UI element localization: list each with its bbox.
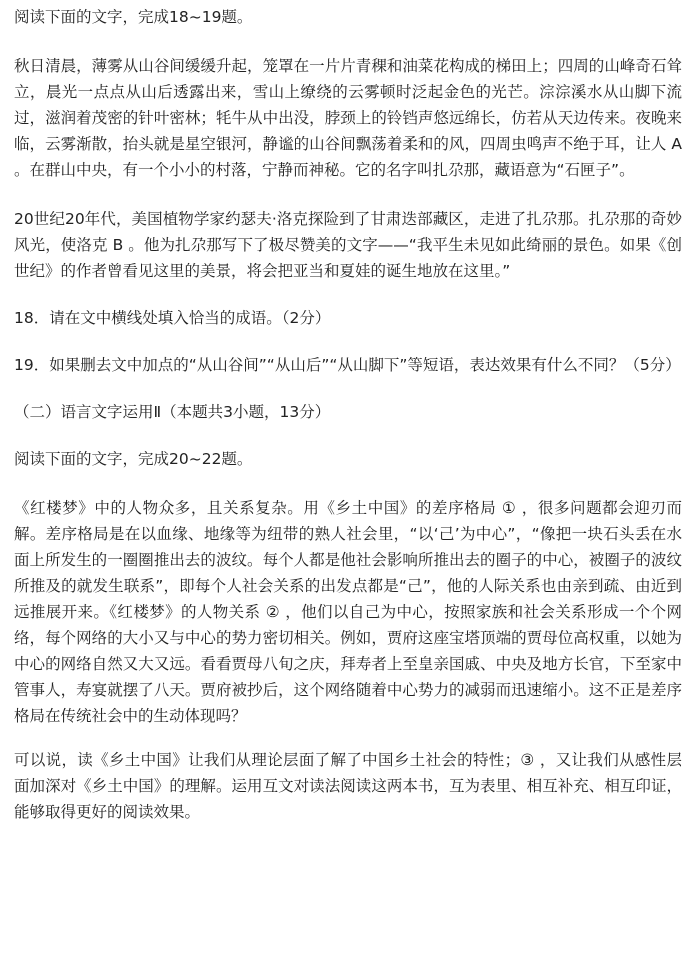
section-2-heading: （二）语言文字运用Ⅱ（本题共3小题，13分）: [14, 403, 331, 421]
passage-zhagana-paragraph-2: 20世纪20年代，美国植物学家约瑟夫·洛克探险到了甘肃迭部藏区，走进了扎尕那。扎尕那的奇妙风光，使洛克 B 。他为扎尕那写下了极尽赞美的文字——“我平生未见如此绮丽的景色。如果《创世纪》的作者曾看见这里的美景，将会把亚当和夏娃的诞生地放在这里。”: [14, 210, 682, 280]
passage-zhagana-paragraph-1: 秋日清晨，薄雾从山谷间缓缓升起，笼罩在一片片青稞和油菜花构成的梯田上；四周的山峰奇石耸立，晨光一点点从山后透露出来，雪山上缭绕的云雾顿时泛起金色的光芒。淙淙溪水从山脚下流过，滋润着茂密的针叶密林；牦牛从中出没，脖颈上的铃铛声悠远绵长，仿若从天边传来。夜晚来临，云雾渐散，抬头就是星空银河，静谧的山谷间飘荡着柔和的风，四周虫鸣声不绝于耳，让人 A 。在群山中央，有一个小小的村落，宁静而神秘。它的名字叫扎尕那，藏语意为“石匣子”。: [14, 57, 682, 179]
question-19: 19．如果删去文中加点的“从山谷间”“从山后”“从山脚下”等短语，表达效果有什么不同？（5分）: [14, 356, 681, 374]
passage-hongloumeng-paragraph-1: 《红楼梦》中的人物众多，且关系复杂。用《乡土中国》的差序格局 ① ，很多问题都会迎刃而解。差序格局是在以血缘、地缘等为纽带的熟人社会里，“以‘己’为中心”，“像把一块石头丢在水面上所发生的一圈圈推出去的波纹。每个人都是他社会影响所推出去的圈子的中心，被圈子的波纹所推及的就发生联系”，即每个人社会关系的出发点都是“己”，他的人际关系也由亲到疏、由近到远推展开来。《红楼梦》的人物关系 ② ，他们以自己为中心，按照家族和社会关系形成一个个网络，每个网络的大小又与中心的势力密切相关。例如，贾府这座宝塔顶端的贾母位高权重，以她为中心的网络自然又大又远。看看贾母八旬之庆，拜寿者上至皇亲国戚、中央及地方长官，下至家中管事人，寿宴就摆了八天。贾府被抄后，这个网络随着中心势力的减弱而迅速缩小。这不正是差序格局在传统社会中的生动体现吗？: [14, 499, 682, 725]
passage-hongloumeng-paragraph-2: 可以说，读《乡土中国》让我们从理论层面了解了中国乡土社会的特性；③ ，又让我们从感性层面加深对《乡土中国》的理解。运用互文对读法阅读这两本书，互为表里、相互补充、相互印证，能够取得更好的阅读效果。: [14, 751, 682, 821]
question-18: 18．请在文中横线处填入恰当的成语。（2分）: [14, 309, 331, 327]
reading-intro-20-22: 阅读下面的文字，完成20~22题。: [14, 450, 253, 468]
reading-intro-18-19: 阅读下面的文字，完成18~19题。: [14, 8, 253, 26]
